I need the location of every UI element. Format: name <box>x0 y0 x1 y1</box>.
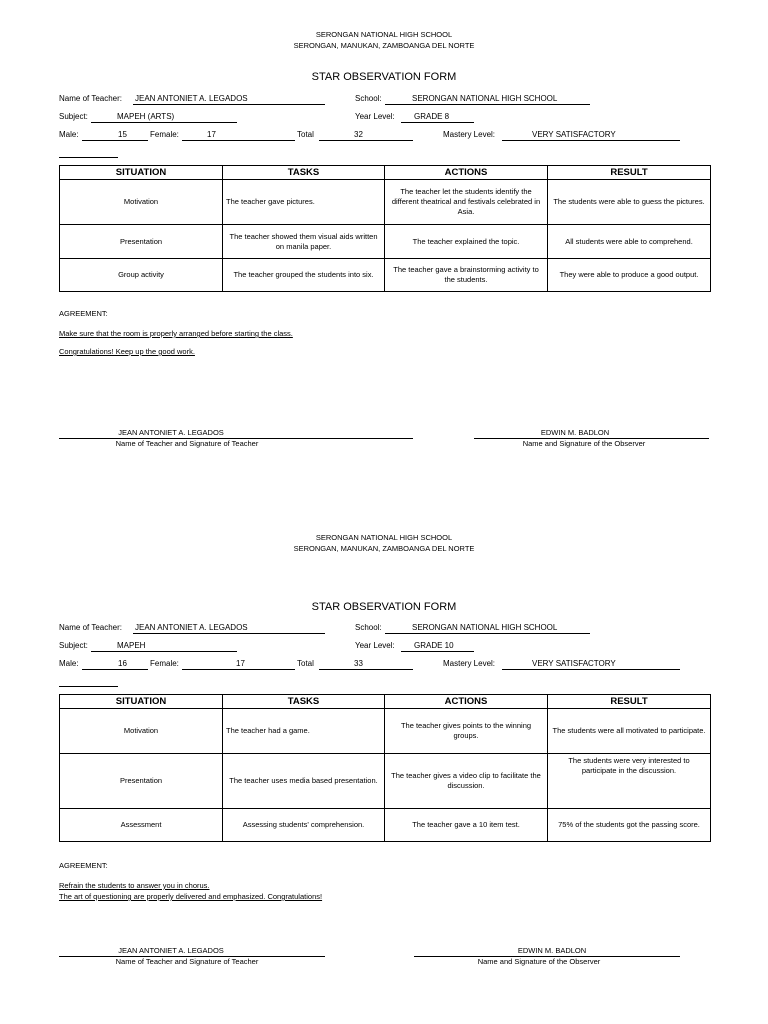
teacher-label: Name of Teacher: <box>59 623 122 632</box>
school-field <box>385 94 590 105</box>
male-value: 16 <box>118 659 127 668</box>
result-cell: They were able to produce a good output. <box>548 259 711 292</box>
female-label: Female: <box>150 130 179 139</box>
situation-cell: Motivation <box>60 709 223 754</box>
table-row <box>60 754 711 809</box>
table-row <box>60 259 711 292</box>
teacher-field <box>133 623 325 634</box>
actions-cell: The teacher gave a 10 item test. <box>385 809 548 842</box>
situation-cell: Presentation <box>60 225 223 259</box>
school-header: SERONGAN NATIONAL HIGH SCHOOL <box>315 30 453 39</box>
form-title: STAR OBSERVATION FORM <box>311 601 457 613</box>
tasks-cell: The teacher uses media based presentation. <box>223 754 385 809</box>
mastery-value: VERY SATISFACTORY <box>532 659 616 668</box>
year-level-label: Year Level: <box>355 112 395 121</box>
situation-cell: Assessment <box>60 809 223 842</box>
year-level-value: GRADE 8 <box>414 112 450 121</box>
actions-cell: The teacher gives a video clip to facilitate the discussion. <box>385 754 548 809</box>
agreement-line: Congratulations! Keep up the good work. <box>59 347 195 356</box>
table-row <box>60 709 711 754</box>
table-row <box>60 225 711 259</box>
teacher-signature-name: JEAN ANTONIET A. LEGADOS <box>118 946 224 955</box>
table-row <box>60 809 711 842</box>
total-field <box>319 659 413 670</box>
table-header-row <box>60 166 711 180</box>
teacher-signature-name: JEAN ANTONIET A. LEGADOS <box>118 428 224 437</box>
total-field <box>319 130 413 141</box>
agreement-line: The art of questioning are properly delivered and emphasized. Congratulations! <box>59 892 323 901</box>
teacher-field <box>133 94 325 105</box>
result-cell: The students were able to guess the pictures. <box>548 180 711 225</box>
male-value: 15 <box>118 130 127 139</box>
teacher-signature-caption: Name of Teacher and Signature of Teacher <box>115 439 259 448</box>
male-label: Male: <box>59 130 79 139</box>
actions-cell: The teacher gives points to the winning groups. <box>385 709 548 754</box>
school-label: School: <box>355 623 382 632</box>
observer-signature-caption: Name and Signature of the Observer <box>477 957 601 966</box>
year-level-field <box>401 112 474 123</box>
teacher-value: JEAN ANTONIET A. LEGADOS <box>135 94 248 103</box>
tasks-cell: Assessing students' comprehension. <box>223 809 385 842</box>
total-label: Total <box>297 659 314 668</box>
observer-signature-caption: Name and Signature of the Observer <box>522 439 646 448</box>
blank-line <box>59 157 118 158</box>
observation-table <box>59 694 711 842</box>
subject-value: MAPEH (ARTS) <box>117 112 175 121</box>
address-header: SERONGAN, MANUKAN, ZAMBOANGA DEL NORTE <box>293 544 475 553</box>
mastery-label: Mastery Level: <box>443 659 496 668</box>
table-row <box>60 180 711 225</box>
year-level-value: GRADE 10 <box>414 641 454 650</box>
result-cell: The students were all motivated to participate. <box>548 709 711 754</box>
year-level-label: Year Level: <box>355 641 395 650</box>
school-header: SERONGAN NATIONAL HIGH SCHOOL <box>315 533 453 542</box>
column-header: SITUATION <box>60 166 223 180</box>
result-cell: All students were able to comprehend. <box>548 225 711 259</box>
school-value: SERONGAN NATIONAL HIGH SCHOOL <box>412 94 558 103</box>
tasks-cell: The teacher had a game. <box>223 709 385 754</box>
actions-cell: The teacher let the students identify the different theatrical and festivals celebrated in Asia. <box>385 180 548 225</box>
female-field <box>182 130 295 141</box>
tasks-cell: The teacher showed them visual aids written on manila paper. <box>223 225 385 259</box>
agreement-line: Make sure that the room is properly arranged before starting the class. <box>59 329 293 338</box>
female-label: Female: <box>150 659 179 668</box>
result-cell: The students were very interested to participate in the discussion. <box>548 754 711 809</box>
subject-field <box>91 641 237 652</box>
male-field <box>82 130 148 141</box>
mastery-label: Mastery Level: <box>443 130 496 139</box>
teacher-label: Name of Teacher: <box>59 94 122 103</box>
actions-cell: The teacher explained the topic. <box>385 225 548 259</box>
subject-label: Subject: <box>59 641 88 650</box>
mastery-field <box>502 659 680 670</box>
female-value: 17 <box>236 659 245 668</box>
female-value: 17 <box>207 130 216 139</box>
column-header: ACTIONS <box>385 166 548 180</box>
column-header: RESULT <box>548 695 711 709</box>
blank-line <box>59 686 118 687</box>
tasks-cell: The teacher gave pictures. <box>223 180 385 225</box>
subject-value: MAPEH <box>117 641 146 650</box>
address-header: SERONGAN, MANUKAN, ZAMBOANGA DEL NORTE <box>293 41 475 50</box>
form-title: STAR OBSERVATION FORM <box>311 71 457 83</box>
column-header: TASKS <box>223 166 385 180</box>
agreement-label: AGREEMENT: <box>59 861 108 870</box>
mastery-field <box>502 130 680 141</box>
observer-signature-name: EDWIN M. BADLON <box>540 428 610 437</box>
school-value: SERONGAN NATIONAL HIGH SCHOOL <box>412 623 558 632</box>
year-level-field <box>401 641 474 652</box>
agreement-label: AGREEMENT: <box>59 309 108 318</box>
male-label: Male: <box>59 659 79 668</box>
situation-cell: Motivation <box>60 180 223 225</box>
situation-cell: Presentation <box>60 754 223 809</box>
total-value: 32 <box>354 130 363 139</box>
mastery-value: VERY SATISFACTORY <box>532 130 616 139</box>
column-header: TASKS <box>223 695 385 709</box>
table-header-row <box>60 695 711 709</box>
situation-cell: Group activity <box>60 259 223 292</box>
result-cell: 75% of the students got the passing score. <box>548 809 711 842</box>
teacher-signature-caption: Name of Teacher and Signature of Teacher <box>115 957 259 966</box>
teacher-value: JEAN ANTONIET A. LEGADOS <box>135 623 248 632</box>
agreement-line: Refrain the students to answer you in chorus. <box>59 881 210 890</box>
total-value: 33 <box>354 659 363 668</box>
subject-field <box>91 112 237 123</box>
school-label: School: <box>355 94 382 103</box>
subject-label: Subject: <box>59 112 88 121</box>
observer-signature-name: EDWIN M. BADLON <box>517 946 587 955</box>
column-header: SITUATION <box>60 695 223 709</box>
total-label: Total <box>297 130 314 139</box>
school-field <box>385 623 590 634</box>
column-header: RESULT <box>548 166 711 180</box>
female-field <box>182 659 295 670</box>
tasks-cell: The teacher grouped the students into six. <box>223 259 385 292</box>
actions-cell: The teacher gave a brainstorming activity to the students. <box>385 259 548 292</box>
male-field <box>82 659 148 670</box>
column-header: ACTIONS <box>385 695 548 709</box>
observation-table <box>59 165 711 292</box>
